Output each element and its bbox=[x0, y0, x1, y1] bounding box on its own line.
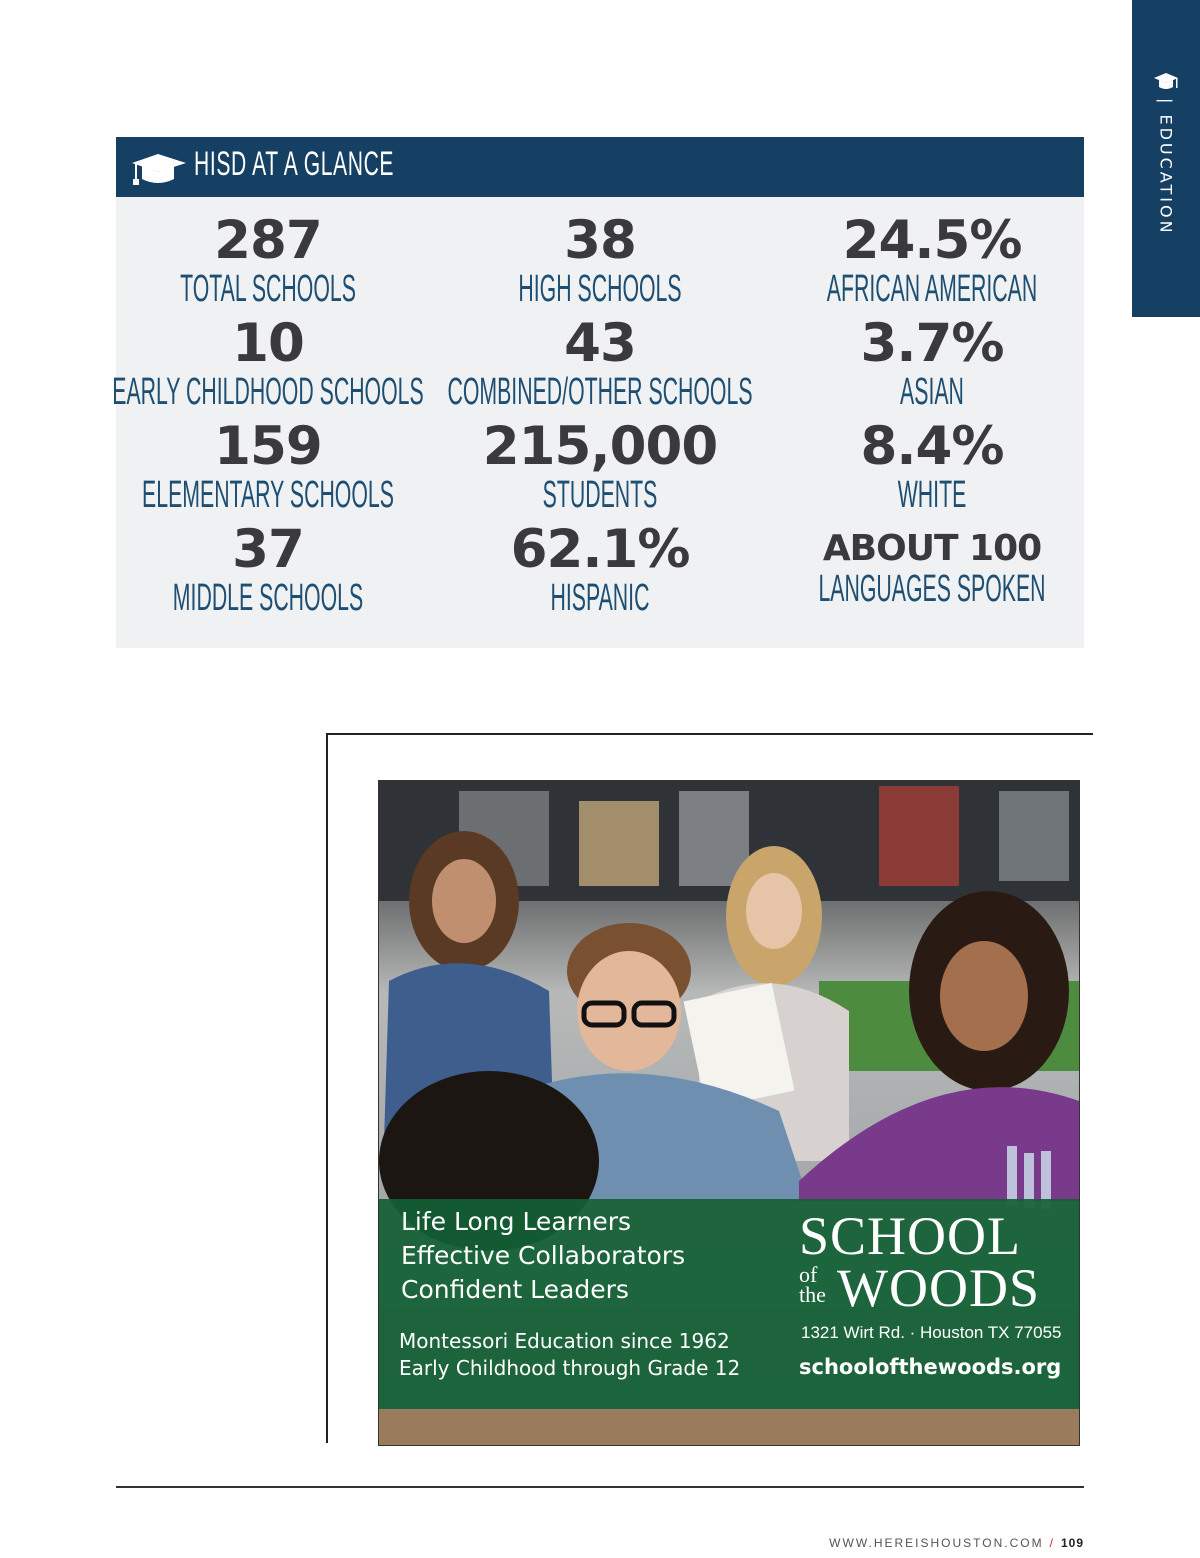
school-logo-school: SCHOOL bbox=[799, 1206, 1022, 1266]
stat-elementary bbox=[98, 416, 438, 516]
stat-value: 3.7% bbox=[860, 313, 1004, 374]
stat-value: 215,000 bbox=[482, 416, 718, 477]
stat-label: LANGUAGES SPOKEN bbox=[818, 568, 1046, 610]
school-logo-woods: WOODS bbox=[837, 1258, 1040, 1318]
stat-middle bbox=[98, 519, 438, 619]
stat-total-schools bbox=[98, 210, 438, 310]
footer-rule bbox=[116, 1486, 1084, 1488]
school-address: 1321 Wirt Rd. · Houston TX 77055 bbox=[801, 1323, 1062, 1342]
stat-languages bbox=[762, 529, 1102, 609]
stat-value: 24.5% bbox=[842, 210, 1022, 271]
footer-site-link[interactable]: WWW.HEREISHOUSTON.COM bbox=[829, 1536, 1044, 1550]
ad-subline: Early Childhood through Grade 12 bbox=[399, 1356, 741, 1380]
stat-value: 8.4% bbox=[860, 416, 1004, 477]
page-number: 109 bbox=[1060, 1536, 1084, 1550]
stat-label: HIGH SCHOOLS bbox=[518, 268, 682, 310]
stat-value: 10 bbox=[232, 313, 304, 374]
school-logo-the: the bbox=[799, 1282, 826, 1307]
stat-african-american bbox=[762, 210, 1102, 310]
stat-value: 43 bbox=[564, 313, 636, 374]
stat-label: ELEMENTARY SCHOOLS bbox=[142, 474, 394, 516]
stat-early-childhood bbox=[98, 313, 438, 413]
school-website-link[interactable]: schoolofthewoods.org bbox=[799, 1355, 1062, 1379]
ad-tagline: Confident Leaders bbox=[401, 1275, 629, 1304]
ad-subline: Montessori Education since 1962 bbox=[399, 1329, 730, 1353]
stat-label: STUDENTS bbox=[542, 474, 658, 516]
glance-header bbox=[116, 137, 1084, 197]
section-label: | EDUCATION bbox=[1156, 98, 1176, 236]
stat-value: 62.1% bbox=[510, 519, 690, 580]
stat-label: ASIAN bbox=[900, 371, 964, 413]
stat-value: 37 bbox=[232, 519, 304, 580]
graduation-cap-icon bbox=[1152, 72, 1180, 94]
stat-students bbox=[430, 416, 770, 516]
ad-green-band bbox=[379, 1199, 1079, 1409]
footer-separator: / bbox=[1049, 1536, 1055, 1550]
stat-label: EARLY CHILDHOOD SCHOOLS bbox=[112, 371, 424, 413]
ad-tagline: Effective Collaborators bbox=[401, 1241, 686, 1270]
ad-frame-rule bbox=[327, 733, 1093, 735]
stat-label: COMBINED/OTHER SCHOOLS bbox=[447, 371, 753, 413]
page-footer bbox=[829, 1536, 1084, 1550]
stat-value: 38 bbox=[564, 210, 636, 271]
stat-hispanic bbox=[430, 519, 770, 619]
stat-asian bbox=[762, 313, 1102, 413]
stat-label: MIDDLE SCHOOLS bbox=[172, 577, 364, 619]
stat-label: AFRICAN AMERICAN bbox=[826, 268, 1038, 310]
stat-label: WHITE bbox=[897, 474, 967, 516]
graduation-cap-icon bbox=[130, 151, 188, 187]
stat-label: TOTAL SCHOOLS bbox=[180, 268, 356, 310]
stat-value: 159 bbox=[214, 416, 322, 477]
section-tab bbox=[1132, 0, 1200, 317]
school-of-the-woods-ad[interactable] bbox=[378, 780, 1080, 1446]
ad-frame-rule bbox=[326, 733, 328, 1443]
stat-value: 287 bbox=[214, 210, 322, 271]
glance-title: HISD AT A GLANCE bbox=[194, 145, 395, 183]
stat-label: HISPANIC bbox=[550, 577, 650, 619]
stat-value: ABOUT 100 bbox=[822, 528, 1042, 569]
stat-white bbox=[762, 416, 1102, 516]
ad-tagline: Life Long Learners bbox=[401, 1207, 632, 1236]
school-logo-of: of bbox=[799, 1262, 818, 1287]
stat-combined-other bbox=[430, 313, 770, 413]
stat-high-schools bbox=[430, 210, 770, 310]
glance-panel bbox=[112, 197, 1084, 648]
